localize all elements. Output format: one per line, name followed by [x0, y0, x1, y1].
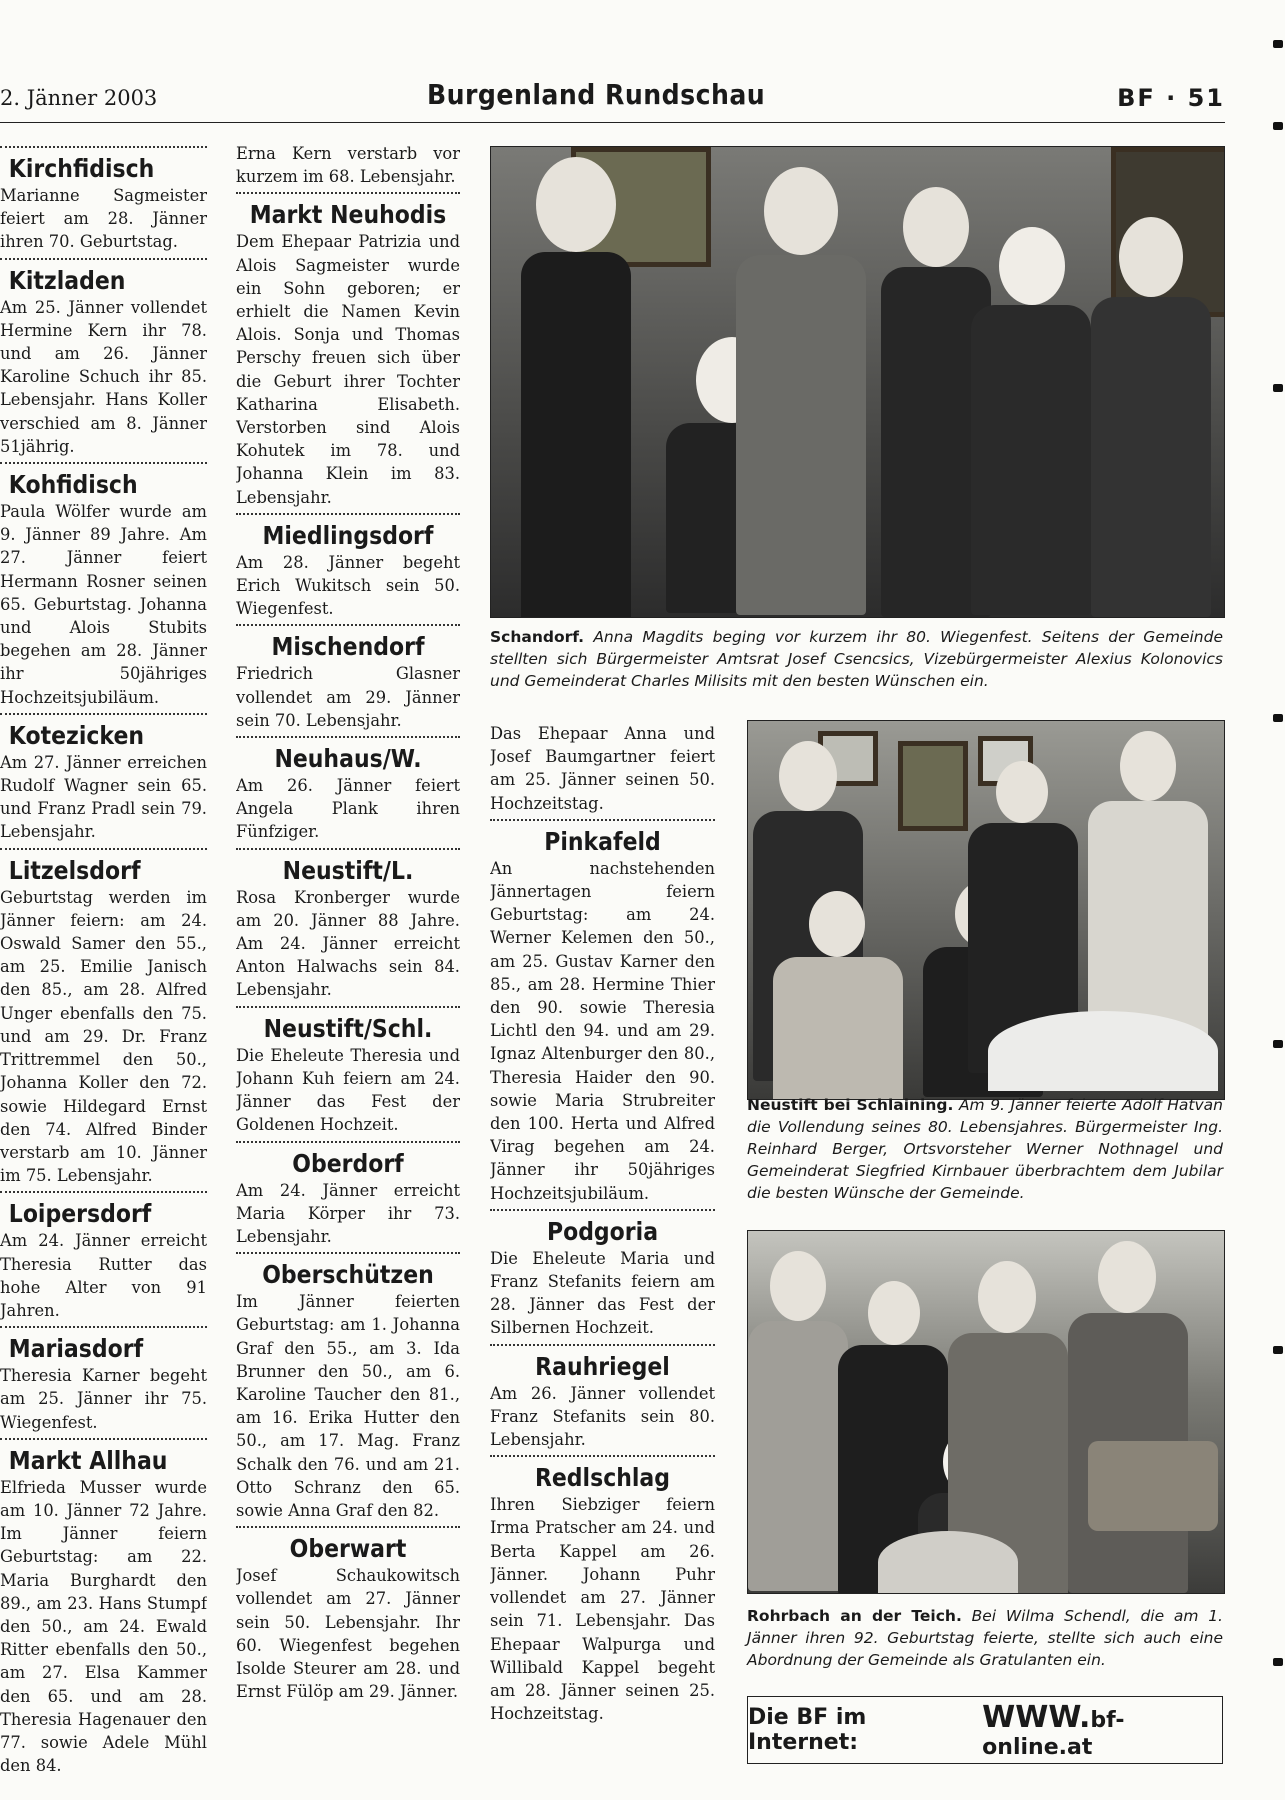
edge-mark — [1273, 384, 1283, 392]
column-1-section — [0, 1326, 207, 1434]
person-2 — [736, 167, 866, 615]
caption-2-place: Neustift bei Schlaining. — [747, 1096, 954, 1114]
caption-2-text: Am 9. Jänner feierte Adolf Hatvan die Vollendung seines 80. Lebensjahres. Bürgermeister Ing. Reinhard Berger, Ortsvorsteher Werner Nothnagel und Gemeinderat Siegfried Kirnbauer überbrachtem dem Jubilar die besten Wünsche der Gemeinde. — [747, 1096, 1223, 1202]
section-heading: Kohfidisch — [8, 470, 138, 500]
caption-photo-2 — [747, 1094, 1223, 1204]
column-2-section — [236, 513, 460, 621]
section-text: Im Jänner feierten Geburtstag: am 1. Johanna Graf den 55., am 3. Ida Brunner den 50., am 6. Karoline Taucher den 81., am 16. Erika Hutter den 50., am 17. Mag. Franz Schalk den 76. und am 21. Otto Schranz den 65. sowie Anna Graf den 82. — [236, 1292, 460, 1520]
dotted-divider — [236, 192, 460, 194]
dotted-divider — [0, 258, 207, 260]
dotted-divider — [236, 624, 460, 626]
section-heading: Kirchfidisch — [8, 154, 155, 183]
dotted-divider — [0, 1326, 207, 1328]
section-text: Elfrieda Musser wurde am 10. Jänner 72 Jahre. Im Jänner feiern Geburtstag: am 22. Maria Burghardt den 89., am 23. Hans Stumpf den 50., am 24. Ewald Ritter ebenfalls den 50., am 27. Elsa Kammer den 65. und am 28. Theresia Hagenauer den 77. sowie Adele Mühl den 84. — [0, 1477, 207, 1776]
section-heading: Neustift/Schl. — [263, 1013, 433, 1043]
edge-mark — [1273, 1658, 1283, 1666]
page-number: BF · 51 — [1117, 84, 1225, 112]
edge-mark — [1273, 714, 1283, 722]
column-1-section — [0, 1438, 207, 1778]
column-1-section — [0, 1191, 207, 1322]
photo-schandorf — [490, 146, 1225, 618]
caption-3-place: Rohrbach an der Teich. — [747, 1607, 962, 1625]
column-3 — [490, 722, 715, 1727]
dotted-divider — [236, 848, 460, 850]
dotted-divider — [0, 713, 207, 715]
section-text: Dem Ehepaar Patrizia und Alois Sagmeister wurde ein Sohn geboren; er erhielt die Namen Kevin Alois. Sonja und Thomas Perschy freuen sich über die Geburt ihrer Tochter Katharina Elisabeth. Verstorben sind Alois Kohutek im 78. und Johanna Klein im 83. Lebensjahr. — [236, 232, 460, 507]
section-text: Die Eheleute Theresia und Johann Kuh feiern am 24. Jänner das Fest der Goldenen Hochzeit. — [236, 1045, 460, 1135]
section-text: Am 24. Jänner erreicht Theresia Rutter das hohe Alter von 91 Jahren. — [0, 1231, 207, 1320]
newspaper-title: Burgenland Rundschau — [427, 78, 766, 111]
section-heading: Redlschlag — [534, 1463, 671, 1493]
section-heading: Neuhaus/W. — [274, 744, 422, 774]
person-1 — [521, 157, 631, 618]
dotted-divider — [0, 462, 207, 464]
section-text: Am 26. Jänner feiert Angela Plank ihren Fünfziger. — [236, 776, 460, 842]
person-1 — [748, 1251, 848, 1591]
website-link[interactable] — [982, 1700, 1222, 1760]
table — [988, 1011, 1218, 1091]
column-3-section — [490, 819, 715, 1205]
dotted-divider — [490, 1344, 715, 1346]
person-5 — [1091, 217, 1211, 617]
dotted-divider — [236, 736, 460, 738]
section-text: Am 26. Jänner vollendet Franz Stefanits sein 80. Lebensjahr. — [490, 1383, 715, 1450]
dotted-divider — [0, 848, 207, 850]
column-2 — [236, 142, 460, 1705]
issue-date: 2. Jänner 2003 — [0, 86, 158, 110]
edge-mark — [1273, 1040, 1283, 1048]
column-1 — [0, 142, 207, 1779]
section-heading: Oberwart — [289, 1534, 407, 1564]
column-2-section — [236, 1526, 460, 1703]
section-heading: Loipersdorf — [8, 1199, 152, 1229]
section-heading: Oberschützen — [262, 1260, 434, 1290]
caption-1-place: Schandorf. — [490, 628, 585, 646]
column-3-section — [490, 1344, 715, 1452]
page-header — [0, 78, 1225, 123]
section-heading: Markt Allhau — [8, 1445, 168, 1475]
section-text: Paula Wölfer wurde am 9. Jänner 89 Jahre. Am 27. Jänner feiert Hermann Rosner seinen 65. Geburtstag. Johanna und Alois Stubits begehen am 28. Jänner ihr 50jähriges Hochzeitsjubiläum. — [0, 502, 207, 707]
caption-photo-3 — [747, 1605, 1223, 1671]
dotted-divider — [0, 146, 207, 148]
section-text: Ihren Siebziger feiern Irma Pratscher am 24. und Berta Kappel am 26. Jänner. Johann Puhr vollendet am 27. Jänner sein 71. Lebensjahr. Das Ehepaar Walpurga und Willibald Kappel begeht am 28. Jänner seinen 25. Hochzeitstag. — [490, 1495, 715, 1724]
dotted-divider — [0, 1191, 207, 1193]
column-2-section — [236, 1141, 460, 1249]
column-2-intro: Erna Kern verstarb vor kurzem im 68. Lebensjahr. — [236, 144, 460, 187]
column-2-section — [236, 736, 460, 844]
section-text: An nachstehenden Jännertagen feiern Geburtstag: am 24. Werner Kelemen den 50., am 25. Gustav Karner den 85., am 28. Hermine Thier den 90. sowie Theresia Lichtl den 94. und am 29. Ignaz Altenburger den 80., Theresia Haider den 90. sowie Maria Strubreiter den 100. Herta und Alfred Virag begehen am 24. Jänner ihr 50jähriges Hochzeitsjubiläum. — [490, 858, 715, 1203]
caption-3-text: Bei Wilma Schendl, die am 1. Jänner ihren 92. Geburtstag feierte, stellte sich auch eine Abordnung der Gemeinde als Gratulanten ein. — [747, 1607, 1223, 1669]
website-domain: bf-online.at — [982, 1708, 1125, 1760]
section-text: Marianne Sagmeister feiert am 28. Jänner ihren 70. Geburtstag. — [0, 186, 207, 252]
internet-box — [747, 1696, 1223, 1764]
section-heading: Kotezicken — [8, 720, 145, 750]
section-heading: Kitzladen — [8, 265, 126, 295]
section-text: Josef Schaukowitsch vollendet am 27. Jänner sein 50. Lebensjahr. Ihr 60. Wiegenfest begehen Isolde Steurer am 28. und Ernst Fülöp am 29. Jänner. — [236, 1566, 460, 1702]
column-3-section — [490, 1455, 715, 1725]
column-2-section — [236, 624, 460, 732]
edge-mark — [1273, 40, 1283, 48]
section-heading: Podgoria — [546, 1216, 659, 1246]
dotted-divider — [490, 819, 715, 821]
section-text: Friedrich Glasner vollendet am 29. Jänner sein 70. Lebensjahr. — [236, 664, 460, 730]
section-heading: Mischendorf — [271, 632, 425, 662]
section-heading: Oberdorf — [292, 1148, 404, 1178]
column-1-section — [0, 462, 207, 709]
person-4 — [971, 227, 1091, 615]
dotted-divider — [236, 1252, 460, 1254]
column-2-section — [236, 1006, 460, 1137]
dotted-divider — [490, 1209, 715, 1211]
dotted-divider — [490, 1455, 715, 1457]
column-3-section — [490, 1209, 715, 1340]
section-heading: Litzelsdorf — [8, 855, 141, 885]
column-2-section — [236, 848, 460, 1002]
section-heading: Pinkafeld — [544, 826, 661, 856]
section-text: Geburtstag werden im Jänner feiern: am 24. Oswald Samer den 55., am 25. Emilie Janisch den 85., am 28. Alfred Unger ebenfalls den 75. und am 29. Dr. Franz Trittremmel den 50., Johanna Koller den 72. sowie Hildegard Ernst den 74. Alfred Binder verstarb am 10. Jänner im 75. Lebensjahr. — [0, 887, 207, 1186]
photo-rohrbach-an-der-teich — [747, 1230, 1225, 1594]
column-2-section — [236, 192, 460, 508]
dotted-divider — [236, 1006, 460, 1008]
section-text: Am 24. Jänner erreicht Maria Körper ihr 73. Lebensjahr. — [236, 1180, 460, 1246]
section-text: Rosa Kronberger wurde am 20. Jänner 88 Jahre. Am 24. Jänner erreicht Anton Halwachs sein 84. Lebensjahr. — [236, 887, 460, 1000]
dotted-divider — [236, 1141, 460, 1143]
dotted-divider — [236, 1526, 460, 1528]
column-1-section — [0, 848, 207, 1188]
person-4 — [1068, 1241, 1188, 1593]
column-3-intro: Das Ehepaar Anna und Josef Baumgartner feiert am 25. Jänner seinen 50. Hochzeitstag. — [490, 724, 715, 813]
section-heading: Rauhriegel — [535, 1351, 670, 1381]
section-heading: Miedlingsdorf — [262, 520, 434, 550]
person-seated-woman — [773, 891, 903, 1100]
column-1-section — [0, 146, 207, 254]
wall-picture — [898, 741, 968, 831]
column-1-section — [0, 258, 207, 458]
section-heading: Markt Neuhodis — [249, 200, 447, 230]
column-2-section — [236, 1252, 460, 1522]
section-text: Theresia Karner begeht am 25. Jänner ihr 75. Wiegenfest. — [0, 1366, 207, 1432]
flowers — [878, 1531, 1018, 1593]
dotted-divider — [236, 513, 460, 515]
edge-mark — [1273, 1346, 1283, 1354]
edge-mark — [1273, 122, 1283, 130]
internet-label: Die BF im Internet: — [748, 1705, 867, 1755]
photo-neustift-bei-schlaining — [747, 720, 1225, 1100]
section-text: Am 28. Jänner begeht Erich Wukitsch sein 50. Wiegenfest. — [236, 552, 460, 619]
column-1-section — [0, 713, 207, 844]
section-heading: Neustift/L. — [282, 855, 414, 885]
caption-1-text: Anna Magdits beging vor kurzem ihr 80. Wiegenfest. Seitens der Gemeinde stellten sich Bürgermeister Amtsrat Josef Csencsics, Vizebürgermeister Alexius Kolonovics und Gemeinderat Charles Milisits mit den besten Wünschen ein. — [490, 628, 1223, 690]
section-heading: Mariasdorf — [8, 1334, 144, 1364]
gift-basket — [1088, 1441, 1218, 1531]
website-www: WWW. — [982, 1700, 1091, 1735]
section-text: Am 25. Jänner vollendet Hermine Kern ihr 78. und am 26. Jänner Karoline Schuch ihr 85. Lebensjahr. Hans Koller verschied am 8. Jänner 51jährig. — [0, 297, 207, 456]
section-text: Die Eheleute Maria und Franz Stefanits feiern am 28. Jänner das Fest der Silbernen Hochzeit. — [490, 1248, 715, 1338]
caption-photo-1 — [490, 626, 1223, 692]
section-text: Am 27. Jänner erreichen Rudolf Wagner sein 65. und Franz Pradl sein 79. Lebensjahr. — [0, 752, 207, 842]
dotted-divider — [0, 1438, 207, 1440]
